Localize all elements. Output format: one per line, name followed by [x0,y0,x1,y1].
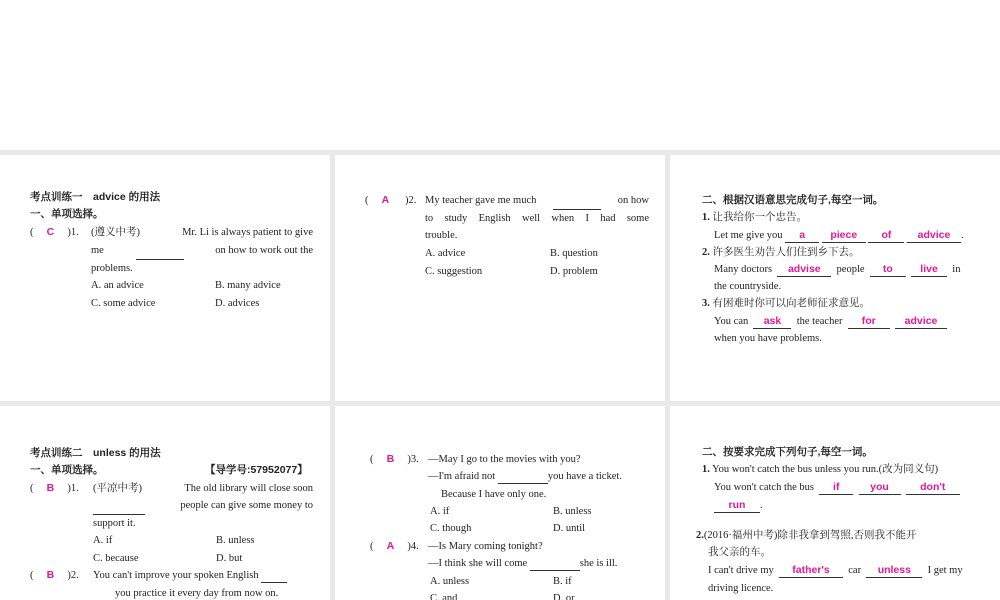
question-line: trouble. [425,230,458,241]
option-c: C. suggestion [425,266,483,277]
sentence-answer-line: You can ask the teacher for advice [714,313,947,331]
sentence-answer-line: driving licence. [708,583,774,594]
sentence-answer-line: when you have problems. [714,333,822,344]
sentence-prompt: 1. You won't catch the bus unless you run.(改为同义句) [702,464,939,475]
sentence-answer-line: the countryside. [714,281,782,292]
section-heading: 一、单项选择。 [30,208,104,220]
section-heading: 一、单项选择。 [30,464,104,476]
question-line: —I'm afraid not you have a ticket. [428,471,622,482]
sentence-prompt: 2. 许多医生劝告人们住到乡下去。 [702,247,860,258]
section-title: 考点训练二 unless 的用法 [30,447,161,459]
option-d: D. until [553,523,586,534]
sentence-prompt: 3. 有困难时你可以向老师征求意见。 [702,298,870,309]
question-line: You can't improve your spoken English [93,567,287,585]
sentence-answer-line: run . [714,497,763,515]
question-line: me on how to work out the [91,242,313,260]
question-bracket: ( B )1. [30,482,79,494]
option-a: A. advice [425,248,466,259]
option-b: B. many advice [215,280,281,291]
option-c: C. some advice [91,298,156,309]
option-b: B. unless [553,506,592,517]
question-line: My teacher gave me much on how [425,192,649,210]
answer-letter: A [381,194,390,206]
sentence-answer-line: Many doctors advise people to live in [714,263,961,275]
answer-blank [553,192,601,210]
question-line: Because I have only one. [441,489,547,500]
option-b: B. unless [216,535,255,546]
panel-advice-translation [670,155,1000,401]
answer-blank [530,557,580,571]
guide-number: 【导学号:57952077】 [205,464,308,476]
sentence-prompt: 1. 让我给你一个忠告。 [702,212,807,223]
section-heading: 二、按要求完成下列句子,每空一词。 [702,446,873,458]
answer-letter: B [46,569,55,581]
answer-letter: B [46,482,55,494]
question-bracket: ( B )3. [370,453,419,465]
option-b: B. question [550,248,598,259]
sentence-prompt: 2.(2016·福州中考)除非我拿到驾照,否则我不能开 [696,530,917,541]
option-d: D. but [216,553,243,564]
question-line: problems. [91,263,133,274]
sentence-answer-line: Let me give you a piece of advice . [714,229,964,241]
question-line: (平凉中考) The old library will close soon [93,483,313,494]
question-line: you practice it every day from now on. [93,585,278,600]
answer-letter: C [46,226,55,238]
panel-advice-single-choice [0,155,330,401]
question-line: people can give some money to [93,497,313,515]
top-blank-area [0,0,1000,150]
option-d: D. advices [215,298,260,309]
question-line: —Is Mary coming tonight? [428,541,543,552]
answer-blank [93,497,145,515]
question-line: support it. [93,518,136,529]
section-heading: 二、根据汉语意思完成句子,每空一词。 [702,194,884,206]
option-a: A. if [93,535,113,546]
answer-letter: A [386,540,395,552]
option-a: A. unless [430,576,470,587]
sentence-prompt: 我父亲的车。 [708,547,771,558]
answer-letter: B [386,453,395,465]
option-d: D. or [553,593,575,600]
panel-unless-single-choice-cont [335,406,665,600]
answer-blank [261,569,287,583]
question-line: —I think she will come she is ill. [428,558,618,569]
question-line: (遵义中考) Mr. Li is always patient to give [91,227,313,238]
panel-unless-single-choice [0,406,330,600]
option-a: A. an advice [91,280,144,291]
question-bracket: ( B )2. [30,569,79,581]
answer-blank [498,470,548,484]
answer-blank [136,242,184,260]
question-bracket: ( A )2. [365,194,417,206]
panel-advice-single-choice-cont [335,155,665,401]
option-a: A. if [430,506,450,517]
option-c: C. and [430,593,458,600]
question-line: to study English well when I had some [425,213,649,224]
option-b: B. if [553,576,572,587]
question-bracket: ( C )1. [30,226,79,238]
question-bracket: ( A )4. [370,540,419,552]
option-c: C. because [93,553,139,564]
question-line: —May I go to the movies with you? [428,454,581,465]
option-c: C. though [430,523,472,534]
sentence-answer-line: I can't drive my father's car unless I get my [708,564,963,576]
option-d: D. problem [550,266,598,277]
section-title: 考点训练一 advice 的用法 [30,191,161,203]
sentence-answer-line: You won't catch the bus if you don't [714,479,960,497]
panel-unless-rewrite [670,406,1000,600]
answer-blank [93,587,115,600]
